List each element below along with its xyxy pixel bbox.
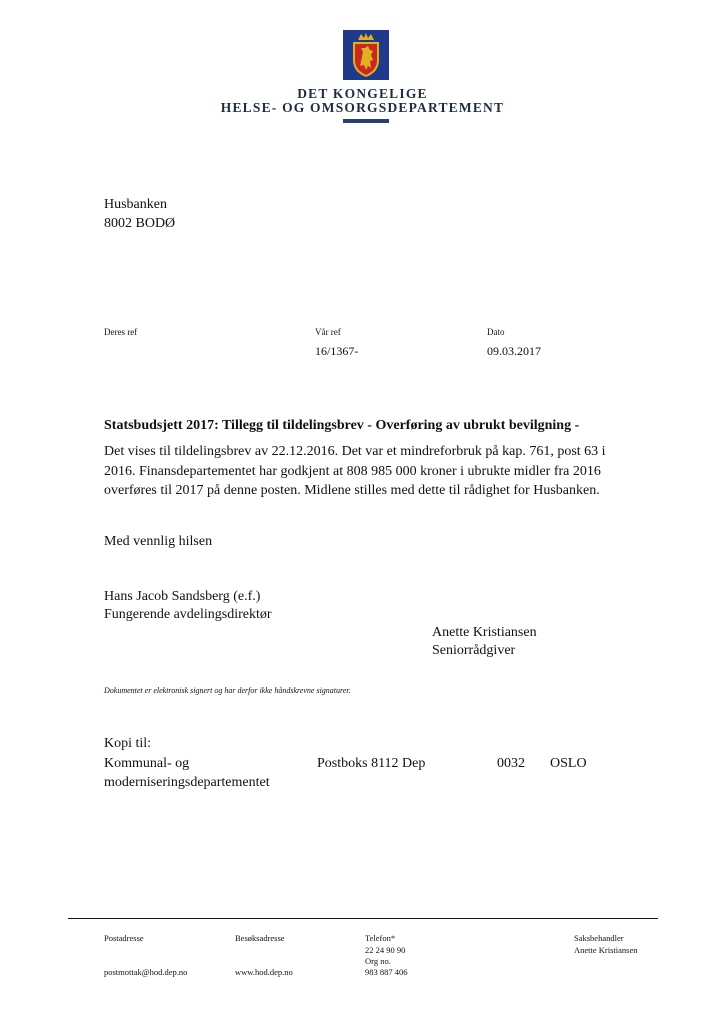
dato-value: 09.03.2017 (487, 344, 541, 358)
footer-rule (68, 918, 658, 919)
footer-orgno-label: Org no. (365, 956, 391, 966)
var-ref-label: Vår ref (315, 327, 341, 337)
letter-body: Det vises til tildelingsbrev av 22.12.2016. Det var et mindreforbruk på kap. 761, post 63 i 2016. Finansdepartementet har godkjent at 808 985 000 kroner i ubrukte midler fra 2016 overføres til 2017 på denne posten. Midlene stilles med dette til rådighet for Husbanken. (104, 444, 606, 498)
var-ref-value: 16/1367- (315, 344, 359, 358)
footer-besoksadresse-label: Besøksadresse (235, 933, 285, 943)
letter-subject: Statsbudsjett 2017: Tillegg til tildelingsbrev - Overføring av ubrukt bevilgning - (104, 418, 580, 433)
footer-postadresse-label: Postadresse (104, 933, 144, 943)
copy-recipient-line1: Kommunal- og (104, 756, 190, 771)
org-name-line1: DET KONGELIGE (297, 86, 428, 101)
footer-telefon-label: Telefon* (365, 933, 396, 943)
signature-note: Dokumentet er elektronisk signert og har derfor ikke håndskrevne signaturer. (104, 686, 351, 695)
copy-address: Postboks 8112 Dep (317, 756, 426, 771)
signer1-name: Hans Jacob Sandsberg (e.f.) (104, 589, 261, 604)
greeting: Med vennlig hilsen (104, 534, 213, 549)
footer-orgno-value: 983 887 406 (365, 967, 408, 977)
deres-ref-label: Deres ref (104, 327, 138, 337)
copy-city: OSLO (550, 756, 587, 771)
footer-saksbehandler-value: Anette Kristiansen (574, 945, 638, 955)
signer1-title: Fungerende avdelingsdirektør (104, 607, 272, 622)
recipient-name: Husbanken (104, 197, 167, 212)
org-name-line2: HELSE- OG OMSORGSDEPARTEMENT (220, 100, 505, 115)
royal-crest-logo (343, 30, 389, 80)
recipient-address: 8002 BODØ (104, 216, 176, 231)
header-accent-rule (343, 119, 389, 123)
copy-postcode: 0032 (497, 756, 525, 771)
footer-website[interactable]: www.hod.dep.no (235, 967, 293, 977)
footer-saksbehandler-label: Saksbehandler (574, 933, 624, 943)
signer2-name: Anette Kristiansen (432, 625, 537, 640)
footer-telefon-value: 22 24 90 90 (365, 945, 406, 955)
copy-label: Kopi til: (104, 736, 152, 751)
dato-label: Dato (487, 327, 505, 337)
footer-email[interactable]: postmottak@hod.dep.no (104, 967, 188, 977)
signer2-title: Seniorrådgiver (432, 643, 516, 658)
copy-recipient-line2: moderniseringsdepartementet (104, 775, 270, 790)
